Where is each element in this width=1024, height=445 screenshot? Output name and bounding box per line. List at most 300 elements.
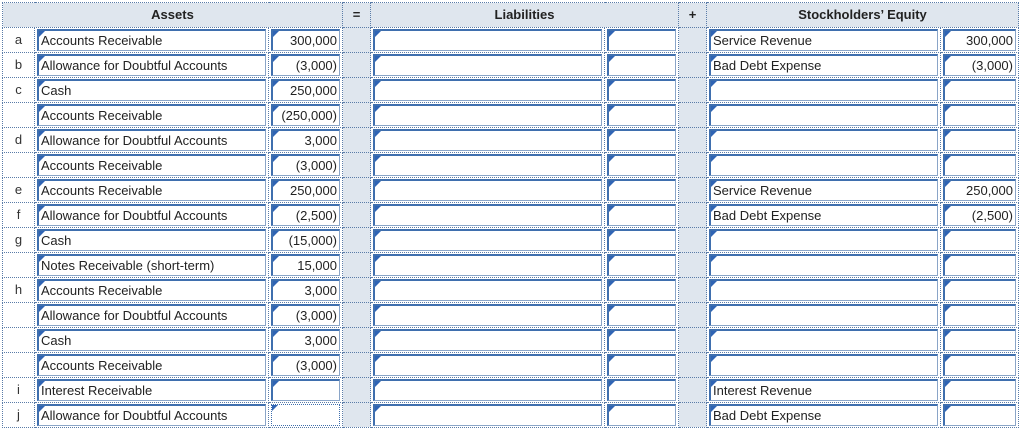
field-marker-icon	[711, 281, 717, 287]
column-gap	[343, 402, 371, 427]
field-marker-icon	[273, 281, 279, 287]
liability-account-field[interactable]	[373, 279, 602, 301]
asset-amount-field[interactable]	[271, 54, 340, 76]
field-marker-icon	[375, 181, 381, 187]
asset-account-field-text: Accounts Receivable	[41, 32, 163, 48]
liability-account-field[interactable]	[373, 404, 602, 426]
field-marker-icon	[609, 406, 615, 412]
liability-account-field[interactable]	[373, 29, 602, 51]
liability-amount-field[interactable]	[607, 354, 676, 376]
field-marker-icon	[711, 31, 717, 37]
field-marker-icon	[375, 406, 381, 412]
asset-account-field-text: Allowance for Doubtful Accounts	[41, 132, 228, 148]
column-gap	[343, 352, 371, 377]
field-marker-icon	[609, 281, 615, 287]
asset-account-field-text: Allowance for Doubtful Accounts	[41, 407, 228, 423]
equity-amount-field[interactable]	[943, 154, 1016, 176]
field-marker-icon	[39, 331, 45, 337]
asset-account-field-text: Accounts Receivable	[41, 107, 163, 123]
equity-account-field-text: Interest Revenue	[713, 382, 813, 398]
field-marker-icon	[609, 181, 615, 187]
liability-amount-field[interactable]	[607, 29, 676, 51]
assets-header: Assets	[3, 3, 343, 28]
equity-amount-field[interactable]	[943, 129, 1016, 151]
asset-account-field[interactable]	[37, 404, 266, 426]
field-marker-icon	[375, 206, 381, 212]
liability-amount-field[interactable]	[607, 154, 676, 176]
liability-account-field[interactable]	[373, 329, 602, 351]
equity-amount-field[interactable]	[943, 279, 1016, 301]
asset-amount-field-text: 3,000	[304, 132, 337, 148]
field-marker-icon	[711, 306, 717, 312]
asset-account-field[interactable]	[37, 129, 266, 151]
liability-amount-field[interactable]	[607, 179, 676, 201]
column-gap	[679, 202, 707, 227]
field-marker-icon	[39, 306, 45, 312]
equity-amount-field-text: 250,000	[966, 182, 1013, 198]
equity-amount-field[interactable]	[943, 254, 1016, 276]
row-letter	[3, 102, 35, 127]
asset-account-field[interactable]	[37, 229, 266, 251]
equity-account-field[interactable]	[709, 204, 938, 226]
column-gap	[343, 252, 371, 277]
asset-amount-field[interactable]	[271, 154, 340, 176]
asset-amount-field-text: (2,500)	[295, 207, 337, 223]
liability-account-field[interactable]	[373, 254, 602, 276]
asset-amount-field-text: 3,000	[304, 282, 337, 298]
field-marker-icon	[273, 156, 279, 162]
field-marker-icon	[375, 231, 381, 237]
field-marker-icon	[273, 56, 279, 62]
field-marker-icon	[609, 306, 615, 312]
asset-account-field[interactable]	[37, 29, 266, 51]
table-row	[3, 127, 1019, 152]
table-row	[3, 277, 1019, 302]
asset-account-field-text: Allowance for Doubtful Accounts	[41, 207, 228, 223]
liability-amount-field[interactable]	[607, 379, 676, 401]
equity-account-field[interactable]	[709, 404, 938, 426]
row-letter: b	[3, 52, 35, 77]
equity-account-field-text: Bad Debt Expense	[713, 57, 822, 73]
asset-amount-field[interactable]	[271, 279, 340, 301]
equity-account-field[interactable]	[709, 129, 938, 151]
field-marker-icon	[945, 106, 951, 112]
column-gap	[679, 227, 707, 252]
field-marker-icon	[273, 256, 279, 262]
field-marker-icon	[375, 31, 381, 37]
asset-amount-field-text: 3,000	[304, 332, 337, 348]
field-marker-icon	[375, 356, 381, 362]
field-marker-icon	[711, 131, 717, 137]
field-marker-icon	[945, 31, 951, 37]
column-gap	[679, 27, 707, 52]
row-letter: j	[3, 402, 35, 427]
equity-account-field-text: Service Revenue	[713, 32, 812, 48]
asset-account-field-text: Accounts Receivable	[41, 357, 163, 373]
liability-account-field[interactable]	[373, 229, 602, 251]
liability-account-field[interactable]	[373, 129, 602, 151]
field-marker-icon	[375, 106, 381, 112]
liability-amount-field[interactable]	[607, 254, 676, 276]
field-marker-icon	[39, 81, 45, 87]
row-letter: i	[3, 377, 35, 402]
equity-amount-field[interactable]	[943, 29, 1016, 51]
row-letter: f	[3, 202, 35, 227]
field-marker-icon	[711, 231, 717, 237]
worksheet-body	[3, 27, 1019, 427]
equity-account-field[interactable]	[709, 279, 938, 301]
liability-amount-field[interactable]	[607, 279, 676, 301]
liability-amount-field[interactable]	[607, 329, 676, 351]
column-gap	[679, 377, 707, 402]
field-marker-icon	[272, 405, 278, 411]
field-marker-icon	[609, 56, 615, 62]
field-marker-icon	[945, 131, 951, 137]
table-row	[3, 227, 1019, 252]
equity-amount-field[interactable]	[943, 204, 1016, 226]
field-marker-icon	[711, 256, 717, 262]
field-marker-icon	[711, 331, 717, 337]
field-marker-icon	[609, 331, 615, 337]
column-gap	[679, 327, 707, 352]
field-marker-icon	[273, 206, 279, 212]
table-row	[3, 77, 1019, 102]
row-letter: e	[3, 177, 35, 202]
field-marker-icon	[945, 306, 951, 312]
asset-account-field[interactable]	[37, 354, 266, 376]
asset-amount-field[interactable]	[271, 304, 340, 326]
field-marker-icon	[945, 181, 951, 187]
field-marker-icon	[39, 106, 45, 112]
field-marker-icon	[273, 81, 279, 87]
equity-amount-field[interactable]	[943, 404, 1016, 426]
column-gap	[343, 227, 371, 252]
column-gap	[343, 152, 371, 177]
asset-amount-field[interactable]	[271, 29, 340, 51]
column-gap	[679, 177, 707, 202]
equity-account-field-text: Bad Debt Expense	[713, 407, 822, 423]
accounting-equation-worksheet	[2, 2, 1022, 440]
equity-amount-field[interactable]	[943, 329, 1016, 351]
row-letter: a	[3, 27, 35, 52]
asset-amount-field-text: (3,000)	[295, 357, 337, 373]
equity-account-field[interactable]	[709, 79, 938, 101]
asset-account-field-text: Cash	[41, 332, 72, 348]
equity-amount-field-text: (2,500)	[971, 207, 1013, 223]
field-marker-icon	[39, 281, 45, 287]
table-row	[3, 27, 1019, 52]
liability-account-field[interactable]	[373, 179, 602, 201]
equity-account-field[interactable]	[709, 154, 938, 176]
field-marker-icon	[273, 231, 279, 237]
asset-amount-field[interactable]	[271, 204, 340, 226]
field-marker-icon	[375, 81, 381, 87]
equity-account-field-text: Service Revenue	[713, 182, 812, 198]
asset-account-field[interactable]	[37, 179, 266, 201]
column-gap	[343, 27, 371, 52]
liability-account-field[interactable]	[373, 154, 602, 176]
asset-account-field[interactable]	[37, 154, 266, 176]
liability-account-field[interactable]	[373, 354, 602, 376]
row-letter: h	[3, 277, 35, 302]
row-letter	[3, 327, 35, 352]
field-marker-icon	[375, 281, 381, 287]
liability-amount-field[interactable]	[607, 54, 676, 76]
table-row	[3, 352, 1019, 377]
equity-amount-field[interactable]	[943, 104, 1016, 126]
asset-account-field[interactable]	[37, 204, 266, 226]
liability-amount-field[interactable]	[607, 79, 676, 101]
field-marker-icon	[945, 231, 951, 237]
asset-amount-field-text: (3,000)	[295, 307, 337, 323]
table-row	[3, 327, 1019, 352]
field-marker-icon	[609, 231, 615, 237]
equity-header: Stockholders’ Equity	[707, 3, 1019, 28]
table-row	[3, 202, 1019, 227]
table-row	[3, 377, 1019, 402]
column-gap	[679, 52, 707, 77]
equity-amount-field-text: (3,000)	[971, 57, 1013, 73]
field-marker-icon	[711, 181, 717, 187]
asset-amount-field-text: (3,000)	[295, 57, 337, 73]
column-gap	[343, 77, 371, 102]
field-marker-icon	[375, 256, 381, 262]
equity-account-field[interactable]	[709, 379, 938, 401]
asset-account-field[interactable]	[37, 379, 266, 401]
column-gap	[679, 77, 707, 102]
field-marker-icon	[609, 256, 615, 262]
column-gap	[679, 152, 707, 177]
field-marker-icon	[273, 131, 279, 137]
asset-amount-field-text: (15,000)	[288, 232, 337, 248]
table-row	[3, 152, 1019, 177]
field-marker-icon	[945, 206, 951, 212]
asset-amount-field[interactable]	[271, 129, 340, 151]
field-marker-icon	[39, 31, 45, 37]
field-marker-icon	[375, 381, 381, 387]
liability-amount-field[interactable]	[607, 304, 676, 326]
equity-account-field[interactable]	[709, 329, 938, 351]
liabilities-header: Liabilities	[371, 3, 679, 28]
column-gap	[679, 102, 707, 127]
equity-account-field[interactable]	[709, 304, 938, 326]
field-marker-icon	[609, 81, 615, 87]
table-row	[3, 252, 1019, 277]
asset-amount-field-text: (3,000)	[295, 157, 337, 173]
field-marker-icon	[609, 356, 615, 362]
column-gap	[343, 277, 371, 302]
equity-amount-field[interactable]	[943, 304, 1016, 326]
equity-account-field[interactable]	[709, 54, 938, 76]
equity-amount-field[interactable]	[943, 179, 1016, 201]
row-letter: g	[3, 227, 35, 252]
column-gap	[343, 177, 371, 202]
field-marker-icon	[711, 156, 717, 162]
field-marker-icon	[711, 106, 717, 112]
asset-account-field-text: Accounts Receivable	[41, 282, 163, 298]
field-marker-icon	[375, 331, 381, 337]
row-letter: c	[3, 77, 35, 102]
row-letter	[3, 252, 35, 277]
field-marker-icon	[375, 306, 381, 312]
asset-account-field-text: Accounts Receivable	[41, 182, 163, 198]
field-marker-icon	[945, 256, 951, 262]
table-row	[3, 302, 1019, 327]
asset-account-field[interactable]	[37, 329, 266, 351]
field-marker-icon	[273, 331, 279, 337]
column-gap	[343, 302, 371, 327]
liability-account-field[interactable]	[373, 54, 602, 76]
field-marker-icon	[945, 356, 951, 362]
field-marker-icon	[273, 306, 279, 312]
liability-amount-field[interactable]	[607, 404, 676, 426]
field-marker-icon	[711, 206, 717, 212]
field-marker-icon	[711, 381, 717, 387]
asset-account-field[interactable]	[37, 79, 266, 101]
field-marker-icon	[945, 281, 951, 287]
asset-account-field[interactable]	[37, 54, 266, 76]
asset-amount-field-text: 300,000	[290, 32, 337, 48]
field-marker-icon	[609, 131, 615, 137]
asset-account-field[interactable]	[37, 279, 266, 301]
equity-account-field[interactable]	[709, 254, 938, 276]
column-gap	[679, 302, 707, 327]
field-marker-icon	[39, 231, 45, 237]
asset-account-field-text: Accounts Receivable	[41, 157, 163, 173]
asset-amount-field[interactable]	[271, 179, 340, 201]
equals-sign: =	[343, 3, 371, 28]
field-marker-icon	[945, 156, 951, 162]
liability-amount-field[interactable]	[607, 129, 676, 151]
liability-amount-field[interactable]	[607, 204, 676, 226]
column-gap	[343, 327, 371, 352]
field-marker-icon	[711, 81, 717, 87]
liability-amount-field[interactable]	[607, 104, 676, 126]
field-marker-icon	[39, 131, 45, 137]
field-marker-icon	[609, 106, 615, 112]
column-gap	[679, 277, 707, 302]
field-marker-icon	[375, 156, 381, 162]
field-marker-icon	[273, 106, 279, 112]
field-marker-icon	[273, 181, 279, 187]
asset-amount-field[interactable]	[271, 79, 340, 101]
asset-account-field[interactable]	[37, 304, 266, 326]
equity-account-field[interactable]	[709, 354, 938, 376]
header-row	[3, 3, 1019, 28]
column-gap	[679, 352, 707, 377]
asset-amount-field-text: 15,000	[297, 257, 337, 273]
table-row	[3, 102, 1019, 127]
equity-account-field[interactable]	[709, 29, 938, 51]
equity-account-field[interactable]	[709, 104, 938, 126]
field-marker-icon	[39, 156, 45, 162]
field-marker-icon	[39, 206, 45, 212]
asset-account-field-text: Cash	[41, 82, 72, 98]
field-marker-icon	[39, 181, 45, 187]
field-marker-icon	[945, 381, 951, 387]
equity-amount-field[interactable]	[943, 354, 1016, 376]
liability-account-field[interactable]	[373, 379, 602, 401]
asset-account-field[interactable]	[37, 254, 266, 276]
asset-amount-field[interactable]	[271, 104, 340, 126]
equity-account-field[interactable]	[709, 179, 938, 201]
field-marker-icon	[945, 56, 951, 62]
asset-account-field-text: Allowance for Doubtful Accounts	[41, 307, 228, 323]
table-row	[3, 402, 1019, 427]
liability-amount-field[interactable]	[607, 229, 676, 251]
plus-sign: +	[679, 3, 707, 28]
equity-amount-field[interactable]	[943, 379, 1016, 401]
asset-amount-field[interactable]	[271, 254, 340, 276]
table-row	[3, 52, 1019, 77]
field-marker-icon	[375, 56, 381, 62]
equity-amount-field-text: 300,000	[966, 32, 1013, 48]
field-marker-icon	[39, 56, 45, 62]
field-marker-icon	[39, 406, 45, 412]
asset-amount-field[interactable]	[271, 229, 340, 251]
liability-account-field[interactable]	[373, 79, 602, 101]
asset-account-field-text: Allowance for Doubtful Accounts	[41, 57, 228, 73]
liability-account-field[interactable]	[373, 204, 602, 226]
field-marker-icon	[273, 31, 279, 37]
asset-amount-field[interactable]	[271, 354, 340, 376]
field-marker-icon	[273, 356, 279, 362]
field-marker-icon	[945, 406, 951, 412]
field-marker-icon	[39, 381, 45, 387]
asset-account-field-text: Interest Receivable	[41, 382, 153, 398]
column-gap	[343, 377, 371, 402]
row-letter: d	[3, 127, 35, 152]
equity-amount-field[interactable]	[943, 79, 1016, 101]
liability-account-field[interactable]	[373, 304, 602, 326]
field-marker-icon	[609, 206, 615, 212]
row-letter	[3, 302, 35, 327]
column-gap	[343, 102, 371, 127]
field-marker-icon	[39, 356, 45, 362]
field-marker-icon	[39, 256, 45, 262]
asset-amount-field[interactable]	[271, 404, 340, 426]
liability-account-field[interactable]	[373, 104, 602, 126]
field-marker-icon	[945, 331, 951, 337]
field-marker-icon	[711, 56, 717, 62]
field-marker-icon	[609, 31, 615, 37]
field-marker-icon	[609, 381, 615, 387]
asset-amount-field[interactable]	[271, 329, 340, 351]
equity-amount-field[interactable]	[943, 229, 1016, 251]
equity-account-field[interactable]	[709, 229, 938, 251]
equity-amount-field[interactable]	[943, 54, 1016, 76]
asset-amount-field-text: 250,000	[290, 182, 337, 198]
column-gap	[343, 127, 371, 152]
column-gap	[679, 252, 707, 277]
equity-account-field-text: Bad Debt Expense	[713, 207, 822, 223]
row-letter	[3, 352, 35, 377]
asset-account-field-text: Notes Receivable (short-term)	[41, 257, 215, 273]
asset-account-field-text: Cash	[41, 232, 72, 248]
asset-amount-field-text: 250,000	[290, 82, 337, 98]
field-marker-icon	[711, 406, 717, 412]
asset-amount-field[interactable]	[271, 379, 340, 401]
column-gap	[679, 127, 707, 152]
asset-account-field[interactable]	[37, 104, 266, 126]
field-marker-icon	[273, 381, 279, 387]
field-marker-icon	[945, 81, 951, 87]
field-marker-icon	[711, 356, 717, 362]
worksheet-table	[2, 2, 1019, 428]
row-letter	[3, 152, 35, 177]
field-marker-icon	[375, 131, 381, 137]
column-gap	[679, 402, 707, 427]
